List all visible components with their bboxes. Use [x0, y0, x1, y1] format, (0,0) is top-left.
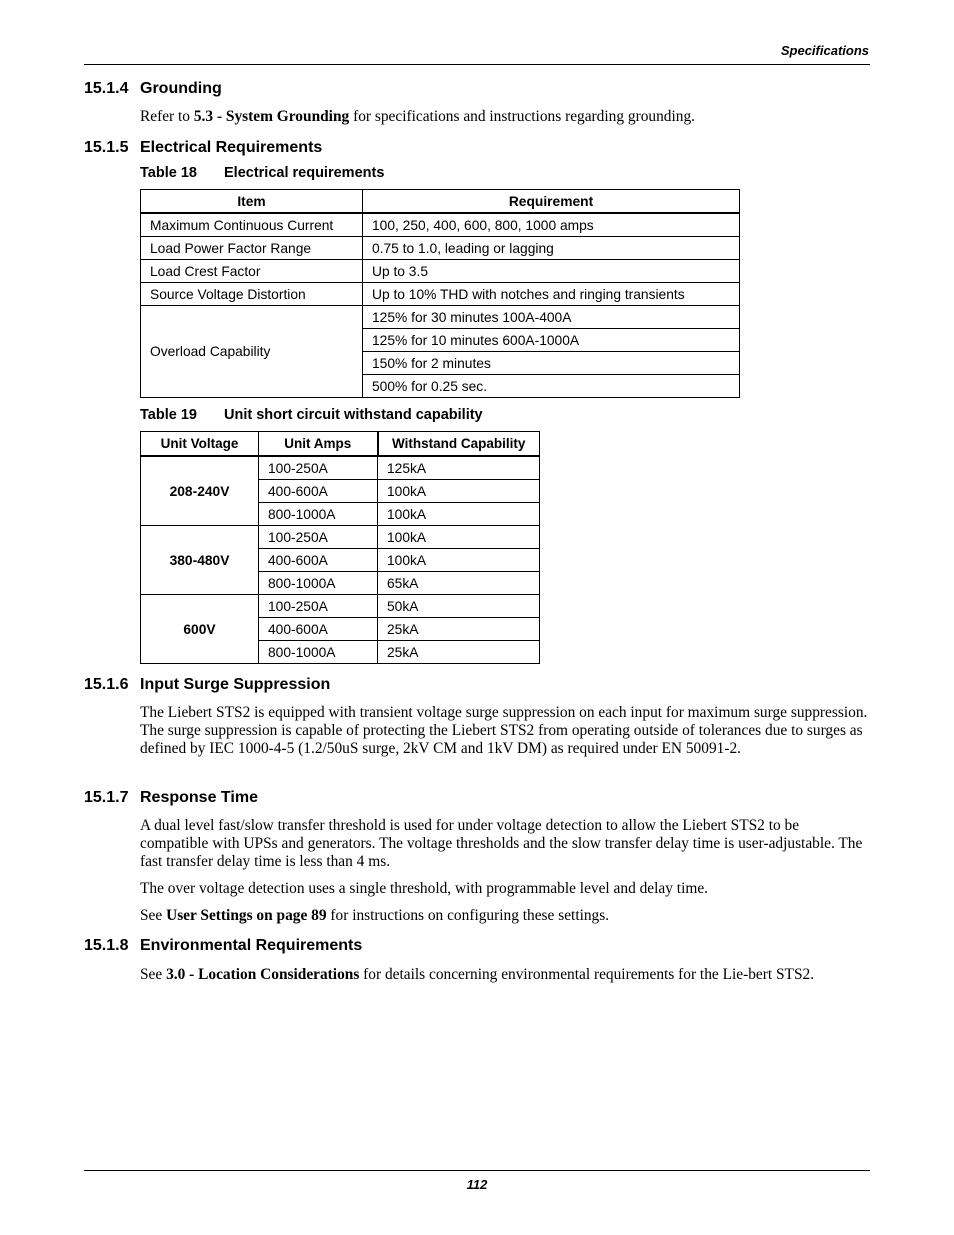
text: See: [140, 966, 167, 983]
table-row: [141, 260, 740, 283]
heading-title: Environmental Requirements: [140, 937, 363, 954]
table-cell: 125kA: [378, 456, 540, 480]
table-cell: 800-1000A: [259, 572, 378, 595]
grounding-paragraph: [140, 108, 870, 126]
table-row: [141, 283, 740, 306]
table-cell: Maximum Continuous Current: [141, 213, 363, 237]
cross-reference-link[interactable]: 3.0 - Location Considerations: [166, 966, 360, 983]
surge-paragraph: The Liebert STS2 is equipped with transient voltage surge suppression on each input for maximum surge suppression. The surge suppression is capable of protecting the Liebert STS2 from operating outside of tolerances due to surges as defined by IEC 1000-4-5 (1.2/50uS surge, 2kV CM and 1kV DM) as required under EN 50091-2.: [140, 704, 868, 757]
table-cell: 500% for 0.25 sec.: [363, 375, 740, 398]
table-cell: 100kA: [378, 526, 540, 549]
text: for details concerning environmental requirements for the Lie-bert STS2.: [359, 966, 815, 983]
heading-response: [84, 789, 258, 807]
table-cell: 100, 250, 400, 600, 800, 1000 amps: [363, 213, 740, 237]
table-row: [141, 456, 540, 480]
response-paragraph-1: A dual level fast/slow transfer threshold is used for under voltage detection to allow the Liebert STS2 to be compatible with UPSs and generators. The voltage thresholds and the slow transfer delay time is user-adjustable. The fast transfer delay time is less than 4 ms.: [140, 817, 863, 870]
heading-number: 15.1.7: [84, 789, 129, 806]
table-cell: 100-250A: [259, 456, 378, 480]
column-header: Item: [141, 190, 363, 214]
table-cell: 400-600A: [259, 480, 378, 503]
table-cell: 100kA: [378, 549, 540, 572]
heading-environmental: [84, 937, 362, 955]
voltage-cell: 380-480V: [141, 526, 259, 595]
column-header: Unit Amps: [259, 432, 378, 457]
text: for instructions on configuring these settings.: [326, 907, 610, 924]
table-row: [141, 213, 740, 237]
table-cell: 100-250A: [259, 595, 378, 618]
table-cell: 65kA: [378, 572, 540, 595]
running-header: Specifications: [780, 43, 869, 58]
table-title: Electrical requirements: [224, 165, 385, 181]
table18-caption: [140, 165, 384, 181]
table-row: [141, 237, 740, 260]
table-cell: Source Voltage Distortion: [141, 283, 363, 306]
table-cell: 400-600A: [259, 549, 378, 572]
text: Refer to: [140, 108, 194, 125]
cross-reference-link[interactable]: 5.3 - System Grounding: [193, 108, 350, 125]
table-cell: 125% for 10 minutes 600A-1000A: [363, 329, 740, 352]
heading-number: 15.1.5: [84, 139, 129, 156]
table-cell: Up to 10% THD with notches and ringing transients: [363, 283, 740, 306]
voltage-cell: 208-240V: [141, 456, 259, 526]
table19-caption: [140, 407, 483, 423]
table-label: Table 18: [140, 165, 197, 181]
table-cell: 800-1000A: [259, 641, 378, 664]
heading-title: Grounding: [140, 80, 222, 97]
table-row: [141, 306, 740, 329]
footer-rule: [84, 1170, 870, 1171]
electrical-requirements-table: [140, 189, 740, 398]
table-cell: 100-250A: [259, 526, 378, 549]
table-cell: 400-600A: [259, 618, 378, 641]
table-cell: 25kA: [378, 618, 540, 641]
table-cell: Overload Capability: [141, 306, 363, 398]
text: See: [140, 907, 167, 924]
table-cell: 800-1000A: [259, 503, 378, 526]
text: for specifications and instructions regarding grounding.: [349, 108, 695, 125]
heading-number: 15.1.6: [84, 676, 129, 693]
table-title: Unit short circuit withstand capability: [224, 407, 483, 423]
heading-grounding: [84, 80, 222, 98]
table-cell: Load Power Factor Range: [141, 237, 363, 260]
heading-title: Input Surge Suppression: [140, 676, 331, 693]
heading-title: Electrical Requirements: [140, 139, 323, 156]
column-header: Withstand Capability: [378, 432, 540, 457]
heading-title: Response Time: [140, 789, 258, 806]
voltage-cell: 600V: [141, 595, 259, 664]
table-cell: 100kA: [378, 503, 540, 526]
page-number: 112: [466, 1177, 488, 1192]
table-cell: 100kA: [378, 480, 540, 503]
column-header: Unit Voltage: [141, 432, 259, 457]
short-circuit-withstand-table: [140, 431, 540, 664]
heading-electrical: [84, 139, 322, 157]
table-cell: 0.75 to 1.0, leading or lagging: [363, 237, 740, 260]
table-cell: 25kA: [378, 641, 540, 664]
heading-number: 15.1.4: [84, 80, 129, 97]
table-label: Table 19: [140, 407, 197, 423]
table-header-row: [141, 432, 540, 457]
table-cell: 125% for 30 minutes 100A-400A: [363, 306, 740, 329]
table-cell: 150% for 2 minutes: [363, 352, 740, 375]
table-header-row: [141, 190, 740, 214]
table-row: [141, 595, 540, 618]
column-header: Requirement: [363, 190, 740, 214]
table-cell: Up to 3.5: [363, 260, 740, 283]
environmental-paragraph: [140, 966, 870, 984]
response-paragraph-3: [140, 907, 870, 925]
heading-number: 15.1.8: [84, 937, 129, 954]
table-row: [141, 526, 540, 549]
table-cell: Load Crest Factor: [141, 260, 363, 283]
response-paragraph-2: The over voltage detection uses a single threshold, with programmable level and delay time.: [140, 880, 708, 897]
table-cell: 50kA: [378, 595, 540, 618]
heading-surge: [84, 676, 330, 694]
cross-reference-link[interactable]: User Settings on page 89: [166, 907, 327, 924]
header-rule: [84, 64, 870, 65]
